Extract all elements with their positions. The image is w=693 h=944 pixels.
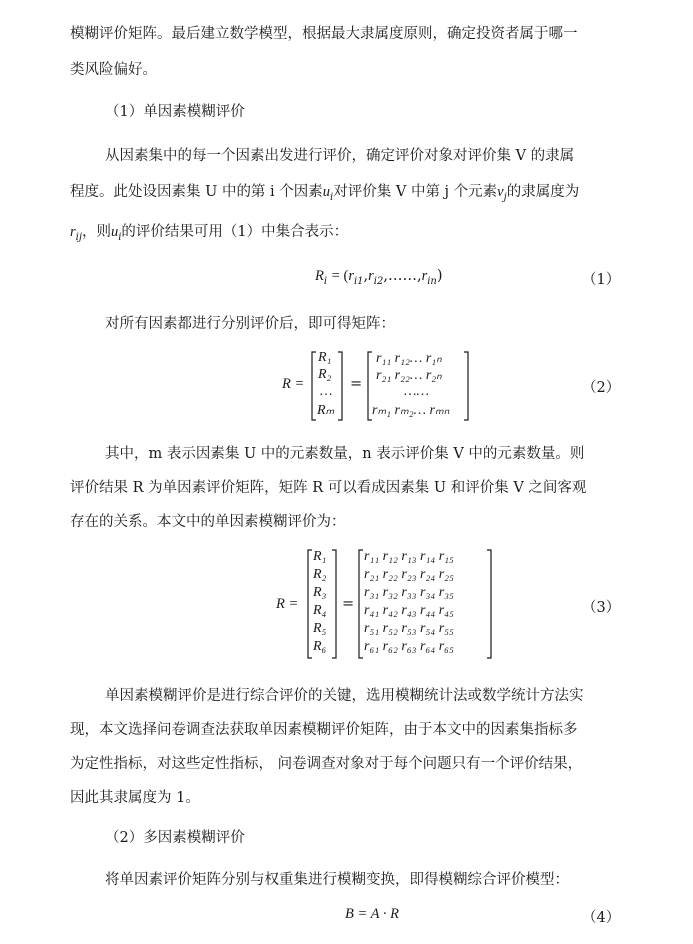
equation-number-2: （2）	[582, 380, 621, 396]
eq1-r: r	[348, 268, 354, 284]
math-var-v: v	[497, 184, 504, 200]
eq1-close: )	[436, 268, 443, 284]
paragraph-where-line-2: 评价结果 R 为单因素评价矩阵，矩阵 R 可以看成因素集 U 和评价集 V 之间客观	[70, 480, 587, 496]
section-heading-multi-factor: （2）多因素模糊评价	[105, 830, 245, 846]
math-var-u: u	[110, 224, 119, 240]
paragraph-where-line-3: 存在的关系。本文中的单因素模糊评价为：	[70, 514, 346, 530]
eq2-col-cell: Rₘ	[317, 403, 335, 418]
paragraph-key-line-4: 因此其隶属度为 1。	[70, 790, 200, 806]
equation-4: B = A · R	[345, 906, 399, 922]
text-segment: 程度。此处设因素集 U 中的第 i 个因素	[70, 184, 323, 200]
eq1-rhs-open: = (	[331, 268, 349, 284]
paragraph-single-line-2	[70, 180, 579, 203]
eq2-row: r₂₁ r₂₂… r₂ₙ	[376, 368, 442, 383]
eq3-row: r₂₁ r₂₂ r₂₃ r₂₄ r₂₅	[364, 567, 454, 582]
paragraph-matrix-intro: 对所有因素都进行分别评价后，即可得矩阵：	[105, 316, 395, 332]
eq1-sep: ,……,	[383, 268, 422, 284]
eq1-lhs: R	[315, 268, 324, 284]
eq1-r: r	[368, 268, 374, 284]
eq1-sub-2: i2	[373, 276, 384, 287]
paragraph-key-line-2: 现，本文选择问卷调查法获取单因素模糊评价矩阵，由于本文中的因素集指标多	[70, 722, 578, 738]
equation-1	[315, 268, 443, 287]
paragraph-top-line-2: 类风险偏好。	[70, 62, 157, 78]
eq3-row: r₆₁ r₆₂ r₆₃ r₆₄ r₆₅	[364, 639, 454, 654]
math-var-u: u	[322, 184, 331, 200]
math-sub: j	[503, 192, 507, 203]
paragraph-single-line-1: 从因素集中的每一个因素出发进行评价，确定评价对象对评价集 V 的隶属	[105, 148, 575, 164]
eq3-row: r₅₁ r₅₂ r₅₃ r₅₄ r₅₅	[364, 621, 454, 636]
eq1-comma: ,	[363, 268, 369, 284]
eq3-col-cell: R₂	[313, 567, 327, 582]
eq2-row: ……	[404, 384, 429, 399]
text-segment: 的隶属度为	[506, 184, 580, 200]
eq2-col-cell: …	[320, 384, 333, 399]
eq3-col-cell: R₅	[313, 621, 327, 636]
paragraph-where-line-1: 其中，m 表示因素集 U 中的元素数量，n 表示评价集 V 中的元素数量。则	[105, 446, 585, 462]
math-sub: ij	[75, 232, 82, 243]
eq3-row: r₄₁ r₄₂ r₄₃ r₄₄ r₄₅	[364, 603, 454, 618]
equation-number-3: （3）	[582, 600, 621, 616]
eq2-equals: =	[350, 376, 363, 392]
eq3-col-cell: R₁	[313, 549, 327, 564]
paragraph-multi: 将单因素评价矩阵分别与权重集进行模糊变换，即得模糊综合评价模型：	[105, 872, 569, 888]
math-sub: i	[330, 192, 334, 203]
paragraph-key-line-3: 为定性指标，对这些定性指标， 问卷调查对象对于每个问题只有一个评价结果，	[70, 756, 583, 772]
equation-number-1: （1）	[582, 272, 621, 288]
text-segment: ，则	[81, 224, 111, 240]
eq2-row: rₘ₁ rₘ₂… rₘₙ	[372, 403, 450, 418]
eq3-equals: =	[342, 596, 355, 612]
math-var-r: r	[70, 224, 76, 240]
eq1-sub-1: i1	[353, 276, 364, 287]
eq2-row: r₁₁ r₁₂… r₁ₙ	[376, 351, 442, 366]
paragraph-single-line-3	[70, 220, 348, 243]
eq3-row: r₃₁ r₃₂ r₃₃ r₃₄ r₃₅	[364, 585, 454, 600]
eq1-sub-n: in	[427, 276, 437, 287]
section-heading-single-factor: （1）单因素模糊评价	[105, 104, 245, 120]
eq3-col-cell: R₄	[313, 603, 327, 618]
paragraph-top-line-1: 模糊评价矩阵。最后建立数学模型，根据最大隶属度原则，确定投资者属于哪一	[70, 26, 578, 42]
math-sub: i	[118, 232, 122, 243]
paragraph-key-line-1: 单因素模糊评价是进行综合评价的关键，选用模糊统计法或数学统计方法实	[105, 688, 584, 704]
eq3-col-cell: R₃	[313, 585, 327, 600]
eq3-col-cell: R₆	[313, 639, 327, 654]
eq2-lhs: R =	[282, 376, 305, 392]
eq3-row: r₁₁ r₁₂ r₁₃ r₁₄ r₁₅	[364, 549, 454, 564]
equation-number-4: （4）	[582, 910, 621, 926]
text-segment: 对评价集 V 中第 j 个元素	[333, 184, 498, 200]
eq2-col-cell: R₁	[318, 350, 332, 365]
eq3-lhs: R =	[276, 596, 299, 612]
text-segment: 的评价结果可用（1）中集合表示：	[121, 224, 349, 240]
eq2-col-cell: R₂	[318, 367, 332, 382]
eq1-lhs-sub: i	[323, 276, 328, 287]
eq1-r: r	[421, 268, 428, 284]
